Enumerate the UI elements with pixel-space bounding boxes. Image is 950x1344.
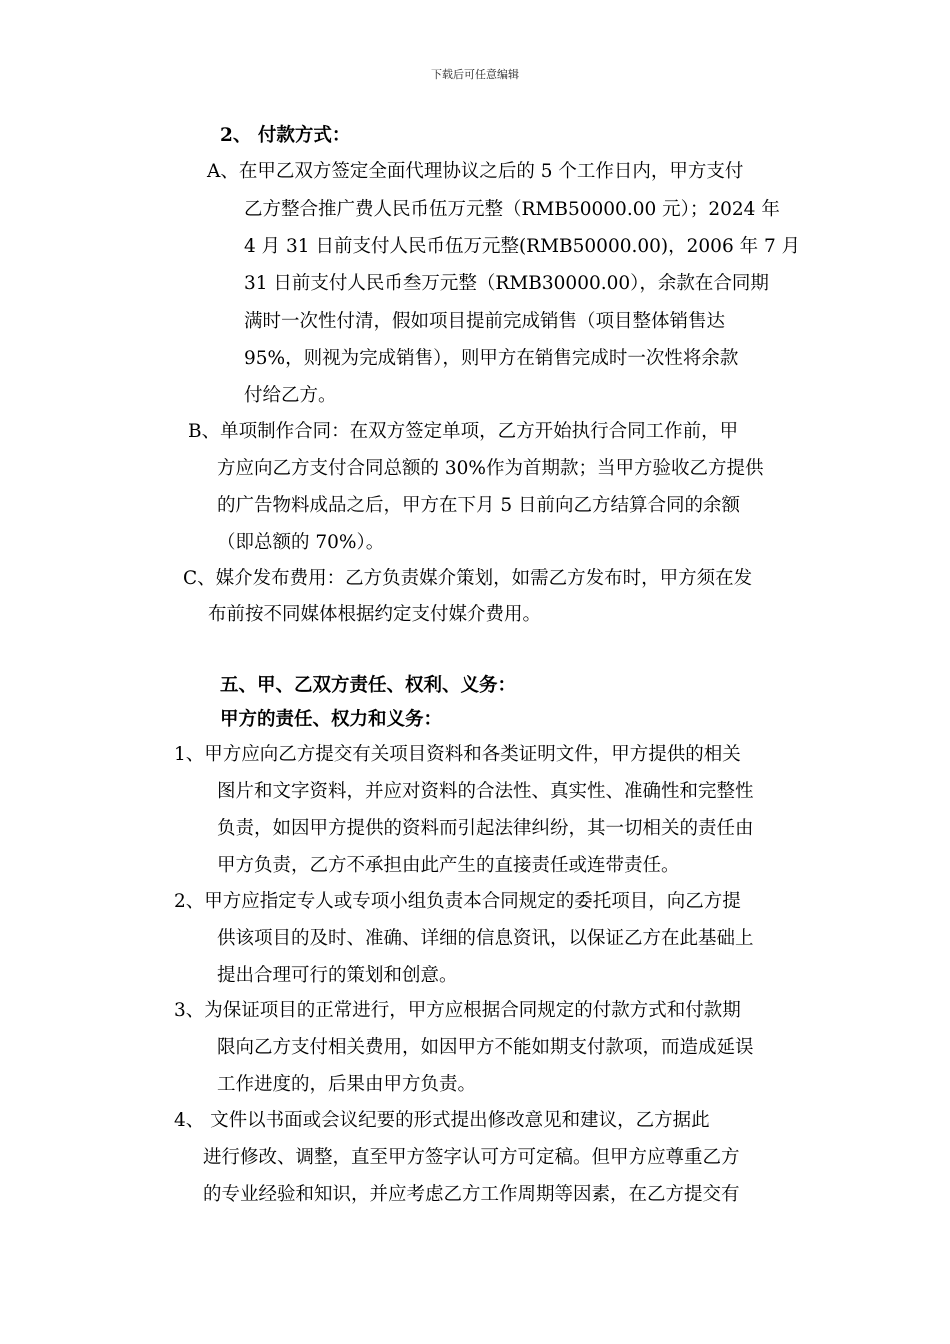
paragraph-line: 的专业经验和知识，并应考虑乙方工作周期等因素，在乙方提交有 — [203, 1184, 740, 1205]
paragraph-line: 2、甲方应指定专人或专项小组负责本合同规定的委托项目，向乙方提 — [174, 891, 741, 912]
section-heading-responsibilities: 五、甲、乙双方责任、权利、义务： — [220, 675, 517, 696]
paragraph-line: 1、甲方应向乙方提交有关项目资料和各类证明文件，甲方提供的相关 — [174, 744, 741, 765]
paragraph-line: 31 日前支付人民币叁万元整（RMB30000.00），余款在合同期 — [244, 273, 769, 294]
page-header: 下载后可任意编辑 — [431, 68, 519, 81]
paragraph-line: 甲方负责，乙方不承担由此产生的直接责任或连带责任。 — [217, 855, 680, 876]
paragraph-line: 的广告物料成品之后，甲方在下月 5 日前向乙方结算合同的余额 — [217, 495, 741, 516]
paragraph-line: 负责，如因甲方提供的资料而引起法律纠纷，其一切相关的责任由 — [217, 818, 754, 839]
section-heading-payment: 2、 付款方式： — [220, 125, 351, 146]
paragraph-line: 乙方整合推广费人民币伍万元整（RMB50000.00 元）；2024 年 — [244, 199, 780, 220]
paragraph-line: 满时一次性付清，假如项目提前完成销售（项目整体销售达 — [244, 311, 726, 332]
paragraph-line: 供该项目的及时、准确、详细的信息资讯，以保证乙方在此基础上 — [217, 928, 754, 949]
paragraph-line: 工作进度的，后果由甲方负责。 — [217, 1074, 477, 1095]
paragraph-line: C、媒介发布费用：乙方负责媒介策划，如需乙方发布时，甲方须在发 — [183, 568, 753, 589]
paragraph-line: 方应向乙方支付合同总额的 30%作为首期款；当甲方验收乙方提供 — [217, 458, 764, 479]
paragraph-line: 4、 文件以书面或会议纪要的形式提出修改意见和建议，乙方据此 — [174, 1110, 710, 1131]
paragraph-line: 布前按不同媒体根据约定支付媒介费用。 — [208, 604, 542, 625]
paragraph-line: 图片和文字资料，并应对资料的合法性、真实性、准确性和完整性 — [217, 781, 754, 802]
paragraph-line: 限向乙方支付相关费用，如因甲方不能如期支付款项，而造成延误 — [217, 1037, 754, 1058]
paragraph-line: 提出合理可行的策划和创意。 — [217, 965, 458, 986]
subheading-party-a: 甲方的责任、权力和义务： — [220, 709, 443, 730]
paragraph-line: A、在甲乙双方签定全面代理协议之后的 5 个工作日内，甲方支付 — [207, 161, 744, 182]
paragraph-line: 进行修改、调整，直至甲方签字认可方可定稿。但甲方应尊重乙方 — [203, 1147, 740, 1168]
paragraph-line: （即总额的 70%）。 — [217, 532, 385, 553]
paragraph-line: B、单项制作合同：在双方签定单项，乙方开始执行合同工作前，甲 — [188, 421, 739, 442]
paragraph-line: 4 月 31 日前支付人民币伍万元整(RMB50000.00)，2006 年 7 月 — [244, 236, 801, 257]
paragraph-line: 付给乙方。 — [244, 385, 337, 406]
paragraph-line: 95%，则视为完成销售），则甲方在销售完成时一次性将余款 — [244, 348, 739, 369]
paragraph-line: 3、为保证项目的正常进行，甲方应根据合同规定的付款方式和付款期 — [174, 1000, 741, 1021]
